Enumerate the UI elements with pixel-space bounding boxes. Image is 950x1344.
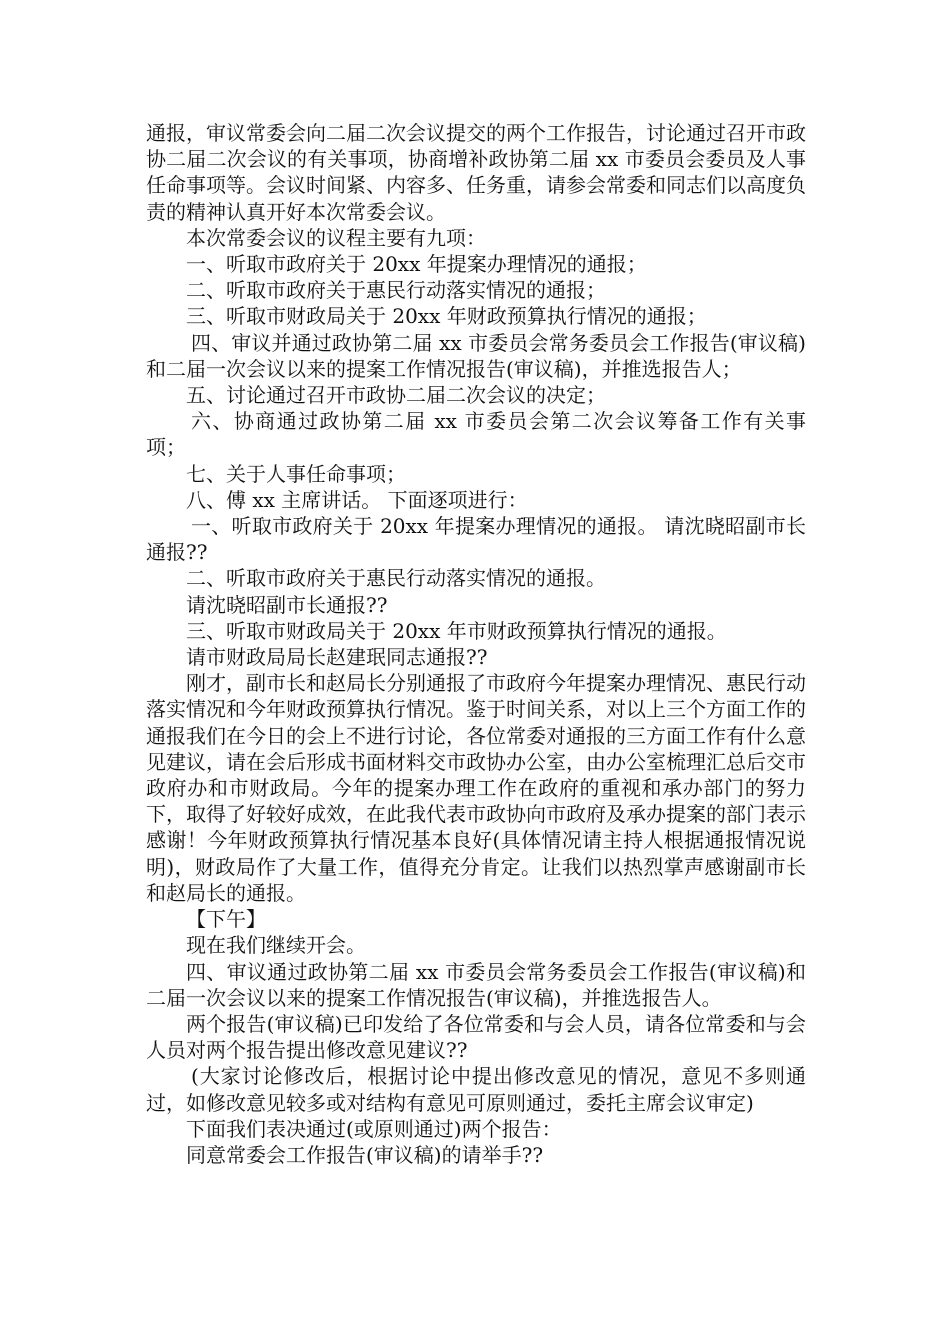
agenda-item: 三、听取市财政局关于 20xx 年财政预算执行情况的通报； <box>186 304 707 329</box>
agenda-item: 四、审议并通过政协第二届 xx 市委员会常务委员会工作报告(审议稿)和二届一次会议以来的提案工作情况报告(审议稿)，并推选报告人； <box>146 330 806 381</box>
agenda-item: 二、听取市政府关于惠民行动落实情况的通报； <box>186 278 606 303</box>
paragraph: 请市财政局局长赵建珉同志通报?? <box>186 645 488 670</box>
agenda-item: 六、协商通过政协第二届 xx 市委员会第二次会议筹备工作有关事项； <box>146 409 806 460</box>
paragraph: 现在我们继续开会。 <box>186 933 366 958</box>
section-heading: 【下午】 <box>186 907 266 932</box>
paragraph: 一、听取市政府关于 20xx 年提案办理情况的通报。 请沈晓昭副市长通报?? <box>146 514 806 565</box>
paragraph: 通报，审议常委会向二届二次会议提交的两个工作报告，讨论通过召开市政协二届二次会议的有关事项，协商增补政协第二届 xx 市委员会委员及人事任命事项等。会议时间紧、内容多、任务重，请参会常委和同志们以高度负责的精神认真开好本次常委会议。 <box>146 121 806 224</box>
paragraph: 刚才，副市长和赵局长分别通报了市政府今年提案办理情况、惠民行动落实情况和今年财政预算执行情况。鉴于时间关系，对以上三个方面工作的通报我们在今日的会上不进行讨论，各位常委对通报的三方面工作有什么意见建议，请在会后形成书面材料交市政协办公室，由办公室梳理汇总后交市政府办和市财政局。今年的提案办理工作在政府的重视和承办部门的努力下，取得了好较好成效，在此我代表市政协向市政府及承办提案的部门表示感谢！今年财政预算执行情况基本良好(具体情况请主持人根据通报情况说明)，财政局作了大量工作，值得充分肯定。让我们以热烈掌声感谢副市长和赵局长的通报。 <box>146 671 806 905</box>
paragraph: 三、听取市财政局关于 20xx 年市财政预算执行情况的通报。 <box>186 618 727 643</box>
paragraph: 两个报告(审议稿)已印发给了各位常委和与会人员，请各位常委和与会人员对两个报告提出修改意见建议?? <box>146 1011 806 1063</box>
agenda-item: 八、傅 xx 主席讲话。 下面逐项进行： <box>186 487 528 512</box>
agenda-item: 一、听取市政府关于 20xx 年提案办理情况的通报； <box>186 252 647 277</box>
paragraph: (大家讨论修改后，根据讨论中提出修改意见的情况，意见不多则通过，如修改意见较多或对结构有意见可原则通过，委托主席会议审定) <box>146 1064 806 1115</box>
document-body <box>146 120 806 1168</box>
paragraph: 二、听取市政府关于惠民行动落实情况的通报。 <box>186 566 606 591</box>
agenda-item: 七、关于人事任命事项； <box>186 461 406 486</box>
paragraph: 下面我们表决通过(或原则通过)两个报告： <box>186 1116 562 1141</box>
paragraph: 请沈晓昭副市长通报?? <box>186 592 388 617</box>
agenda-item: 五、讨论通过召开市政协二届二次会议的决定； <box>186 383 606 408</box>
paragraph: 本次常委会议的议程主要有九项： <box>186 225 486 250</box>
paragraph: 四、审议通过政协第二届 xx 市委员会常务委员会工作报告(审议稿)和二届一次会议以来的提案工作情况报告(审议稿)，并推选报告人。 <box>146 959 806 1010</box>
paragraph: 同意常委会工作报告(审议稿)的请举手?? <box>186 1142 544 1167</box>
